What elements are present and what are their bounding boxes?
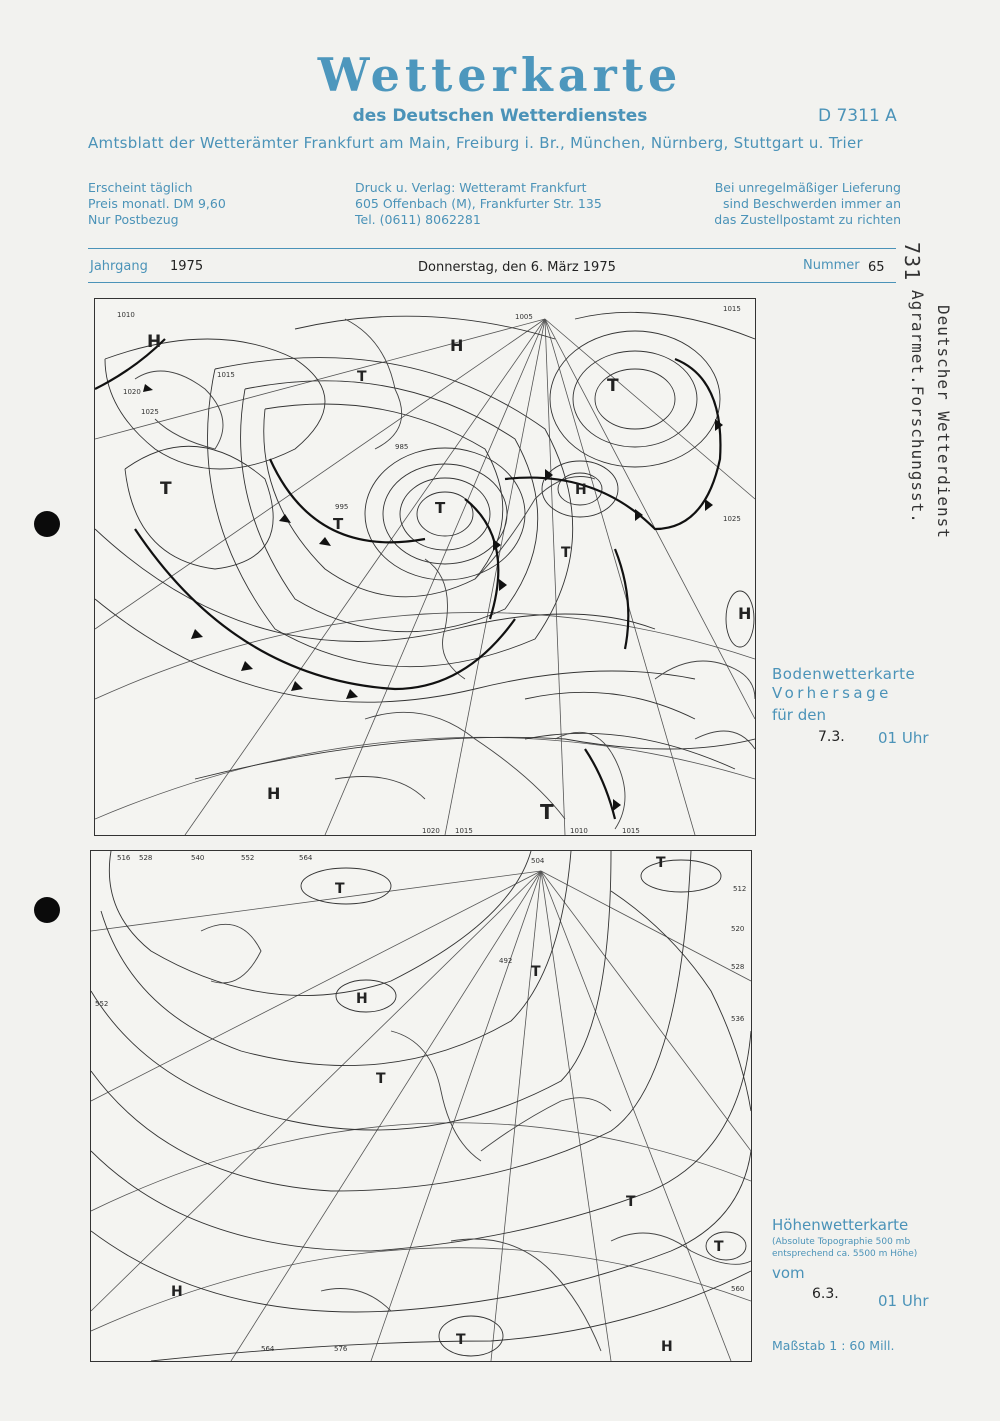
pressure-center-label: H [661,1339,673,1355]
isobar-value: 1015 [723,305,741,313]
coastlines [201,924,751,1351]
pressure-center-label: T [376,1071,386,1087]
isobar-value: 985 [395,443,409,451]
isobar-value: 1025 [723,515,741,523]
pressure-center-label: T [540,800,554,824]
info-line: das Zustellpostamt zu richten [714,212,901,227]
isobar-value: 1010 [570,827,588,835]
contour-value: 504 [531,857,545,865]
nummer-label: Nummer [803,258,860,273]
pressure-center-label: H [171,1284,183,1300]
upper-map-caption: Höhenwetterkarte [772,1216,909,1234]
library-stamp-line2: Agrarmet.Forschungsst. [908,290,927,524]
info-line: Bei unregelmäßiger Lieferung [714,180,901,195]
surface-weather-map [94,298,756,836]
isobar-value: 1025 [141,408,159,416]
info-line: 605 Offenbach (M), Frankfurter Str. 135 [355,196,602,211]
punch-hole [34,897,60,923]
pressure-center-label: T [357,369,367,385]
pressure-center-label: T [160,479,172,499]
contour-value: 576 [334,1345,348,1353]
isobar-values [117,305,741,835]
pressure-center-label: H [267,784,281,803]
graticule [91,871,751,1361]
pressure-center-label: T [714,1239,724,1255]
jahrgang-value: 1975 [170,259,204,274]
surface-map-caption: Bodenwetterkarte [772,665,916,683]
handwritten-number: 731 [900,242,924,282]
coastlines [135,319,755,829]
nummer-value: 65 [868,260,885,275]
library-stamp-line1: Deutscher Wetterdienst [934,305,953,539]
pressure-center-label: T [607,376,619,396]
contour-values [95,854,746,1353]
contour-value: 528 [731,963,745,971]
info-line: Preis monatl. DM 9,60 [88,196,226,211]
isobar-value: 1015 [622,827,640,835]
pressure-center-label: T [531,964,541,980]
pressure-center-label: T [561,545,571,561]
contour-value: 516 [117,854,131,862]
publisher-info [355,180,602,228]
info-line: sind Beschwerden immer an [723,196,901,211]
subscription-info [88,180,226,228]
pressure-centers [147,332,751,824]
upper-map-date: 6.3. [812,1286,839,1302]
pressure-center-label: H [450,336,464,355]
map-scale: Maßstab 1 : 60 Mill. [772,1338,895,1353]
contour-value: 536 [731,1015,745,1023]
info-line: Nur Postbezug [88,212,179,227]
contour-value: 564 [261,1345,275,1353]
surface-map-time: 01 Uhr [878,729,929,747]
pressure-center-label: T [456,1332,466,1348]
contour-value: 540 [191,854,205,862]
contour-value: 492 [499,957,513,965]
document-number: D 7311 A [818,106,897,126]
surface-map-for-label: für den [772,706,826,724]
subcaption-line: (Absolute Topographie 500 mb [772,1237,911,1247]
contour-value: 528 [139,854,153,862]
isobar-value: 1015 [217,371,235,379]
pressure-center-label: H [147,332,162,352]
pressure-center-label: H [575,482,587,498]
isobar-value: 1010 [117,311,135,319]
upper-map-subcaption [772,1236,917,1260]
delivery-info [708,180,901,228]
pressure-center-label: T [656,855,666,871]
upper-map-from-label: vom [772,1264,805,1282]
surface-map-date: 7.3. [818,729,845,745]
contour-value: 512 [733,885,747,893]
info-line: Tel. (0611) 8062281 [355,212,481,227]
pressure-centers [171,855,724,1355]
pressure-center-label: T [335,881,345,897]
upper-map-time: 01 Uhr [878,1292,929,1310]
isobar-value: 995 [335,503,349,511]
punch-hole [34,511,60,537]
isobar-value: 1005 [515,313,533,321]
isobars [95,312,755,779]
jahrgang-label: Jahrgang [90,259,148,274]
pressure-center-label: T [435,499,446,517]
surface-map-forecast-label: Vorhersage [772,684,892,702]
front-symbols [143,384,723,811]
info-line: Druck u. Verlag: Wetteramt Frankfurt [355,180,587,195]
subcaption-line: entsprechend ca. 5500 m Höhe) [772,1249,918,1259]
pressure-center-label: H [356,991,368,1007]
official-gazette-line: Amtsblatt der Wetterämter Frankfurt am Main, Freiburg i. Br., München, Nürnberg, Stuttgart u. Trier [88,134,864,152]
contour-value: 552 [241,854,255,862]
header-rule-bottom [88,282,896,283]
contour-value: 564 [299,854,313,862]
upper-air-map [90,850,752,1362]
contour-value: 520 [731,925,745,933]
contour-value: 560 [731,1285,745,1293]
contour-value: 552 [95,1000,109,1008]
isobar-value: 1020 [123,388,141,396]
pressure-center-label: H [738,604,752,623]
graticule [95,319,755,835]
height-contours [91,851,751,1361]
pressure-center-label: T [333,515,344,533]
isobar-value: 1015 [455,827,473,835]
isobar-value: 1020 [422,827,440,835]
pressure-center-label: T [626,1194,636,1210]
header-rule-top [88,248,896,249]
info-line: Erscheint täglich [88,180,193,195]
newspaper-title: Wetterkarte [317,48,683,102]
newspaper-subtitle: des Deutschen Wetterdienstes [352,106,648,126]
issue-date: Donnerstag, den 6. März 1975 [418,260,616,275]
